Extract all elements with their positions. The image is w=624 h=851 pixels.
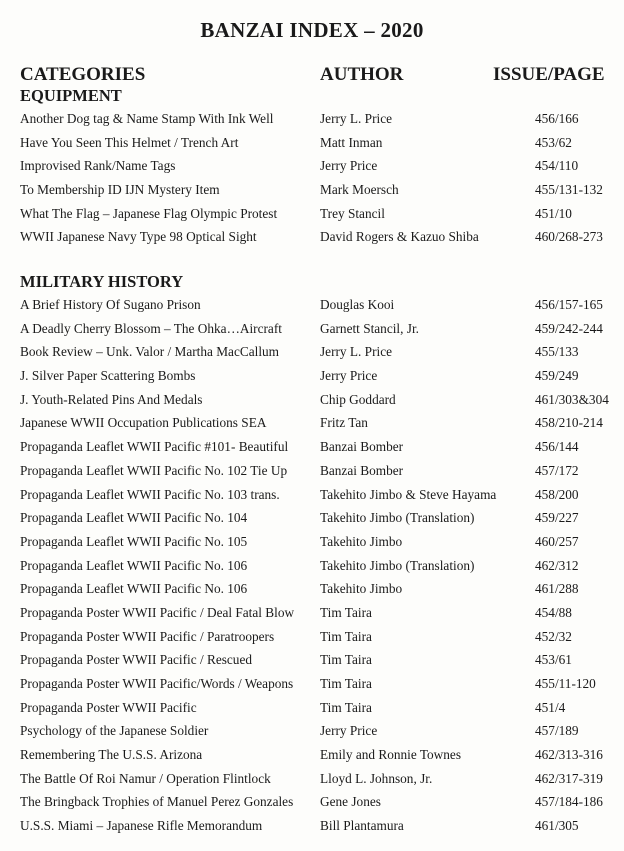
- list-item: [0, 364, 624, 388]
- list-item: [0, 411, 624, 435]
- list-item: [0, 340, 624, 364]
- item-issue-page: 460/257: [535, 533, 579, 549]
- list-item: [0, 506, 624, 530]
- item-author: Banzai Bomber: [320, 439, 404, 455]
- list-item: [0, 672, 624, 696]
- list-item: [0, 577, 624, 601]
- list-item: [0, 648, 624, 672]
- item-author: Jerry Price: [320, 723, 378, 739]
- item-author: Tim Taira: [320, 652, 372, 668]
- item-issue-page: 456/144: [535, 439, 579, 455]
- header-issue-page: ISSUE/PAGE: [493, 64, 605, 85]
- item-issue-page: 459/242-244: [535, 320, 603, 336]
- list-item: [0, 767, 624, 791]
- item-author: Takehito Jimbo: [320, 581, 403, 597]
- list-item: [0, 202, 624, 226]
- list-item: [0, 743, 624, 767]
- list-item: [0, 554, 624, 578]
- header-author: AUTHOR: [320, 64, 404, 85]
- item-issue-page: 462/312: [535, 557, 579, 573]
- page-title: BANZAI INDEX – 2020: [200, 18, 424, 42]
- list-item: [0, 293, 624, 317]
- item-issue-page: 457/189: [535, 723, 579, 739]
- item-issue-page: 454/88: [535, 604, 572, 620]
- list-item: [0, 225, 624, 249]
- item-issue-page: 459/249: [535, 368, 579, 384]
- item-issue-page: 461/303&304: [535, 391, 609, 407]
- item-title: Propaganda Leaflet WWII Pacific No. 106: [20, 557, 248, 573]
- item-title: Have You Seen This Helmet / Trench Art: [20, 134, 239, 150]
- item-issue-page: 452/32: [535, 628, 572, 644]
- list-item: [0, 459, 624, 483]
- list-item: [0, 388, 624, 412]
- list-item: [0, 154, 624, 178]
- item-title: Propaganda Leaflet WWII Pacific No. 104: [20, 510, 248, 526]
- item-author: Fritz Tan: [320, 415, 368, 431]
- item-title: Propaganda Poster WWII Pacific / Rescued: [20, 652, 253, 668]
- item-title: Propaganda Leaflet WWII Pacific No. 106: [20, 581, 248, 597]
- item-issue-page: 461/288: [535, 581, 579, 597]
- item-author: Bill Plantamura: [320, 818, 404, 834]
- list-item: [0, 696, 624, 720]
- item-issue-page: 458/210-214: [535, 415, 603, 431]
- list-item: [0, 435, 624, 459]
- item-title: Propaganda Poster WWII Pacific: [20, 699, 197, 715]
- item-title: Psychology of the Japanese Soldier: [20, 723, 209, 739]
- item-issue-page: 455/133: [535, 344, 579, 360]
- list-item: [0, 131, 624, 155]
- equipment-list: [0, 107, 624, 249]
- item-author: Tim Taira: [320, 604, 372, 620]
- item-issue-page: 451/4: [535, 699, 566, 715]
- item-author: Takehito Jimbo (Translation): [320, 557, 475, 573]
- item-author: David Rogers & Kazuo Shiba: [320, 229, 479, 245]
- item-issue-page: 458/200: [535, 486, 579, 502]
- item-issue-page: 453/61: [535, 652, 572, 668]
- item-title: Book Review – Unk. Valor / Martha MacCallum: [20, 344, 280, 360]
- item-title: Propaganda Leaflet WWII Pacific No. 105: [20, 533, 248, 549]
- list-item: [0, 178, 624, 202]
- section-title-equipment: EQUIPMENT: [20, 86, 122, 105]
- item-issue-page: 455/131-132: [535, 182, 603, 198]
- item-title: The Battle Of Roi Namur / Operation Flintlock: [20, 770, 271, 786]
- item-title: WWII Japanese Navy Type 98 Optical Sight: [20, 229, 257, 245]
- item-issue-page: 462/317-319: [535, 770, 603, 786]
- item-title: Remembering The U.S.S. Arizona: [20, 747, 203, 763]
- item-issue-page: 461/305: [535, 818, 579, 834]
- item-title: Propaganda Poster WWII Pacific / Deal Fatal Blow: [20, 604, 295, 620]
- item-author: Jerry Price: [320, 368, 378, 384]
- military-history-list: [0, 293, 624, 838]
- item-author: Banzai Bomber: [320, 462, 404, 478]
- item-title: Propaganda Poster WWII Pacific/Words / Weapons: [20, 676, 294, 691]
- item-issue-page: 451/10: [535, 205, 572, 221]
- item-author: Jerry Price: [320, 158, 378, 174]
- item-author: Takehito Jimbo: [320, 533, 403, 549]
- item-title: J. Youth-Related Pins And Medals: [20, 391, 203, 407]
- list-item: [0, 483, 624, 507]
- item-author: Gene Jones: [320, 794, 381, 810]
- item-title: Propaganda Leaflet WWII Pacific No. 102 Tie Up: [20, 462, 288, 478]
- item-author: Tim Taira: [320, 628, 372, 644]
- item-title: Another Dog tag & Name Stamp With Ink Well: [20, 111, 274, 126]
- item-issue-page: 457/184-186: [535, 794, 603, 810]
- item-author: Chip Goddard: [320, 391, 396, 407]
- item-author: Douglas Kooi: [320, 297, 395, 312]
- item-issue-page: 460/268-273: [535, 229, 603, 245]
- list-item: [0, 530, 624, 554]
- list-item: [0, 625, 624, 649]
- item-author: Jerry L. Price: [320, 111, 392, 126]
- item-issue-page: 462/313-316: [535, 747, 603, 763]
- item-title: Japanese WWII Occupation Publications SEA: [20, 415, 267, 431]
- item-author: Takehito Jimbo (Translation): [320, 510, 475, 526]
- item-issue-page: 457/172: [535, 462, 579, 478]
- list-item: [0, 814, 624, 838]
- item-issue-page: 459/227: [535, 510, 579, 526]
- item-issue-page: 456/166: [535, 111, 579, 126]
- item-title: J. Silver Paper Scattering Bombs: [20, 368, 196, 384]
- item-title: U.S.S. Miami – Japanese Rifle Memorandum: [20, 818, 263, 834]
- list-item: [0, 719, 624, 743]
- item-author: Mark Moersch: [320, 182, 399, 198]
- item-issue-page: 454/110: [535, 158, 579, 174]
- item-author: Matt Inman: [320, 134, 383, 150]
- item-issue-page: 456/157-165: [535, 297, 603, 312]
- item-title: To Membership ID IJN Mystery Item: [20, 182, 220, 198]
- item-title: The Bringback Trophies of Manuel Perez Gonzales: [20, 794, 294, 810]
- item-issue-page: 455/11-120: [535, 676, 596, 691]
- item-issue-page: 453/62: [535, 134, 572, 150]
- list-item: [0, 601, 624, 625]
- item-author: Takehito Jimbo & Steve Hayama: [320, 486, 497, 502]
- item-author: Emily and Ronnie Townes: [320, 747, 462, 763]
- item-title: Propaganda Poster WWII Pacific / Paratroopers: [20, 628, 275, 644]
- item-author: Trey Stancil: [320, 205, 385, 221]
- list-item: [0, 317, 624, 341]
- item-title: What The Flag – Japanese Flag Olympic Protest: [20, 205, 278, 221]
- item-author: Lloyd L. Johnson, Jr.: [320, 770, 433, 786]
- item-title: Propaganda Leaflet WWII Pacific #101- Beautiful: [20, 439, 289, 455]
- item-author: Garnett Stancil, Jr.: [320, 320, 419, 336]
- item-title: A Deadly Cherry Blossom – The Ohka…Aircraft: [20, 320, 282, 336]
- list-item: [0, 107, 624, 131]
- item-author: Jerry L. Price: [320, 344, 392, 360]
- section-title-military-history: MILITARY HISTORY: [20, 272, 184, 291]
- list-item: [0, 790, 624, 814]
- item-title: A Brief History Of Sugano Prison: [20, 297, 201, 312]
- item-author: Tim Taira: [320, 699, 372, 715]
- header-categories: CATEGORIES: [20, 64, 146, 85]
- item-title: Propaganda Leaflet WWII Pacific No. 103 trans.: [20, 486, 280, 502]
- item-author: Tim Taira: [320, 676, 372, 691]
- item-title: Improvised Rank/Name Tags: [20, 158, 176, 174]
